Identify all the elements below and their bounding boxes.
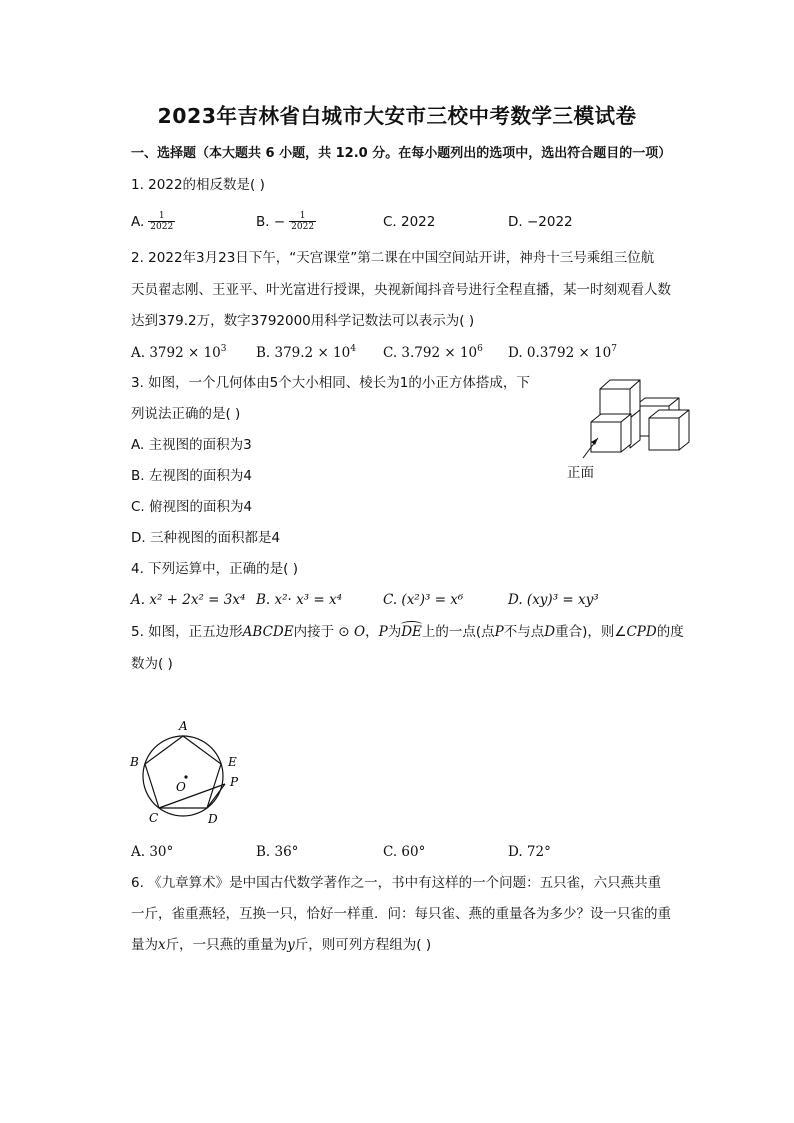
- page-title: 2023年吉林省白城市大安市三校中考数学三模试卷: [157, 104, 637, 128]
- q5-option-d: D. 72°: [508, 844, 551, 860]
- question-2-line-1: 2. 2022年3月23日下午，“天宫课堂”第二课在中国空间站开讲，神舟十三号乘组三位航: [131, 250, 655, 266]
- q5-option-a: A. 30°: [131, 844, 174, 860]
- question-3-line-2: 列说法正确的是( ): [131, 406, 241, 422]
- cube-front: [591, 414, 631, 452]
- q4-option-c: C. (x²)³ = x⁶: [383, 592, 464, 608]
- fraction: $\frac{1}{2022}$: [150, 211, 174, 233]
- q3-option-a: A. 主视图的面积为3: [131, 437, 252, 453]
- arc-de: DE: [401, 624, 422, 640]
- q1-option-c: C. 2022: [383, 214, 436, 230]
- question-5-line-2: 数为( ): [131, 656, 173, 672]
- question-5-line-1: 5. 如图，正五边形ABCDE内接于 ⊙ O，P为 DE上的一点(点P不与点D重合)，则∠CPD的度: [131, 624, 684, 640]
- label-d: D: [208, 812, 218, 826]
- label-p: P: [230, 775, 239, 789]
- q2-option-c: C. $3.792 \times 10^6$: [383, 344, 483, 361]
- section-heading: 一、选择题（本大题共 6 小题，共 12.0 分。在每小题列出的选项中，选出符合题目的一项）: [131, 146, 672, 161]
- question-2-line-3: 达到379.2万，数字3792000用科学记数法可以表示为( ): [131, 313, 475, 329]
- q5-option-b: B. 36°: [256, 844, 299, 860]
- label-c: C: [149, 811, 159, 825]
- fraction: $\frac{1}{2022}$: [291, 211, 315, 233]
- question-4-stem: 4. 下列运算中，正确的是( ): [131, 561, 298, 577]
- q2-option-a: A. $3792 \times 10^3$: [131, 344, 227, 361]
- q4-option-b: B. x²· x³ = x⁴: [256, 592, 343, 608]
- q1-option-a: A. $\frac{1}{2022}$: [131, 211, 174, 233]
- label-b: B: [130, 755, 139, 769]
- cube-top: [600, 380, 640, 418]
- figure-label-front: 正面: [567, 465, 594, 481]
- label-a: A: [179, 719, 188, 733]
- pentagon-circle-figure: [124, 714, 254, 829]
- q1-option-b: B. − $\frac{1}{2022}$: [256, 211, 315, 233]
- question-1-stem: 1. 2022的相反数是( ): [131, 177, 265, 193]
- label-e: E: [228, 755, 237, 769]
- label-o: O: [176, 780, 186, 794]
- question-2-line-2: 天员翟志刚、王亚平、叶光富进行授课，央视新闻抖音号进行全程直播，某一时刻观看人数: [131, 282, 671, 298]
- q2-option-b: B. $379.2 \times 10^4$: [256, 344, 356, 361]
- q3-option-b: B. 左视图的面积为4: [131, 468, 252, 484]
- q1-option-d: D. −2022: [508, 214, 573, 230]
- q3-option-c: C. 俯视图的面积为4: [131, 499, 253, 515]
- q3-option-d: D. 三种视图的面积都是4: [131, 530, 281, 546]
- question-6-line-3: 量为x斤，一只燕的重量为y斤，则可列方程组为( ): [131, 937, 432, 953]
- q5-option-c: C. 60°: [383, 844, 426, 860]
- question-6-line-2: 一斤，雀重燕轻，互换一只，恰好一样重．问：每只雀、燕的重量各为多少？设一只雀的重: [131, 906, 671, 922]
- q2-option-d: D. $0.3792 \times 10^7$: [508, 344, 617, 361]
- question-6-line-1: 6. 《九章算术》是中国古代数学著作之一，书中有这样的一个问题：五只雀，六只燕共重: [131, 875, 662, 891]
- q4-option-d: D. (xy)³ = xy³: [508, 592, 599, 608]
- q4-option-a: A. x² + 2x² = 3x⁴: [131, 592, 246, 608]
- cube-right: [649, 410, 689, 450]
- question-3-line-1: 3. 如图，一个几何体由5个大小相同、棱长为1的小正方体搭成，下: [131, 375, 530, 391]
